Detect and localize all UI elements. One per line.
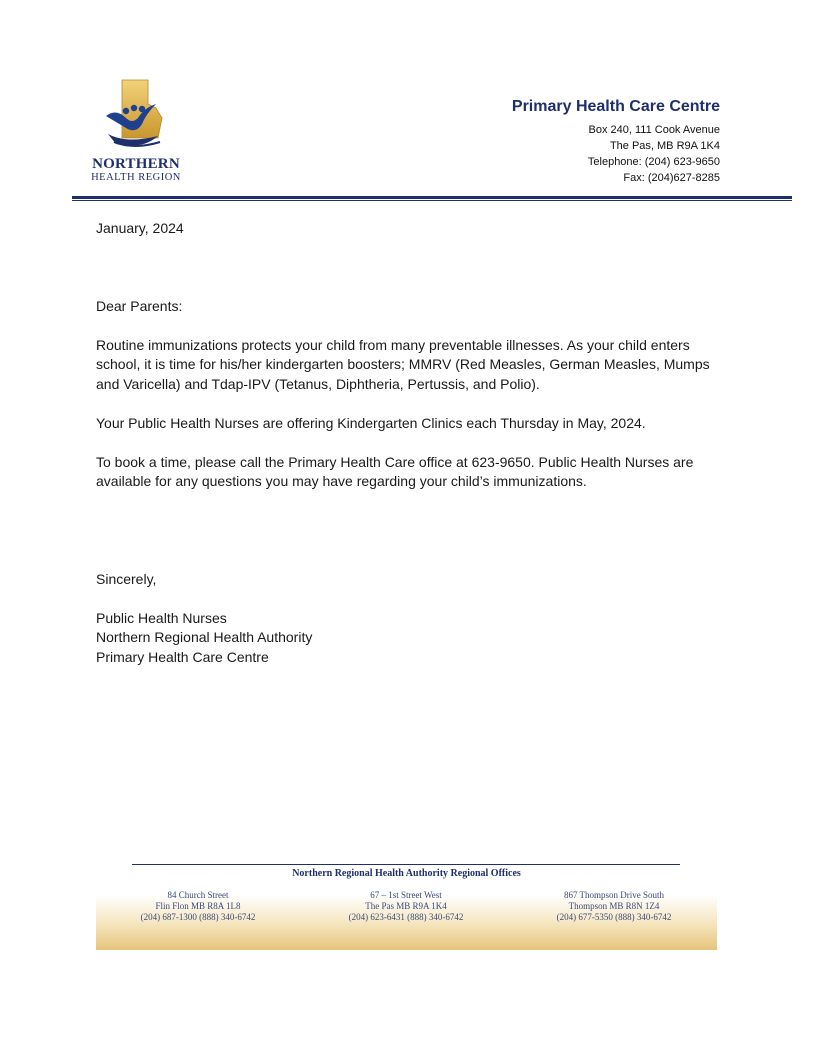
telephone-line: Telephone: (204) 623-9650	[587, 156, 720, 168]
address-line: Box 240, 111 Cook Avenue	[588, 124, 720, 136]
footer-regional-offices	[96, 858, 717, 950]
letter-date: January, 2024	[96, 220, 184, 236]
footer-title: Northern Regional Health Authority Regional Offices	[292, 868, 521, 879]
office-street: 67 – 1st Street West	[370, 890, 442, 900]
signature-line: Primary Health Care Centre	[96, 648, 269, 665]
org-name: Primary Health Care Centre	[511, 98, 720, 115]
office-the-pas	[306, 890, 506, 923]
paragraph-booking: To book a time, please call the Primary Health Care office at 623-9650. Public Health Nurses are available for any questions you may have regarding your child’s immunizations.	[96, 453, 694, 489]
paragraph-clinics: Your Public Health Nurses are offering Kindergarten Clinics each Thursday in May, 2024.	[96, 414, 646, 431]
office-flin-flon	[98, 890, 298, 923]
header-divider-thick	[72, 196, 792, 199]
address-line: The Pas, MB R9A 1K4	[609, 140, 720, 152]
closing: Sincerely,	[96, 570, 157, 587]
logo-line-2: HEALTH REGION	[91, 172, 181, 183]
office-city: The Pas MB R9A 1K4	[365, 901, 447, 911]
office-phone: (204) 623-6431 (888) 340-6742	[348, 912, 464, 922]
letterhead-address-block	[512, 98, 720, 186]
header-divider-thin	[72, 200, 792, 201]
office-street: 867 Thompson Drive South	[563, 890, 665, 900]
office-street: 84 Church Street	[167, 890, 229, 900]
paragraph-immunizations: Routine immunizations protects your child from many preventable illnesses. As your child enters school, it is time for his/her kindergarten boosters; MMRV (Red Measles, German Measles, Mumps and Varicella) and Tdap-IPV (Tetanus, Diphtheria, Pertussis, and Polio).	[96, 336, 710, 392]
office-city: Thompson MB R8N 1Z4	[568, 901, 660, 911]
salutation: Dear Parents:	[96, 297, 183, 314]
signature-line: Northern Regional Health Authority	[96, 629, 313, 645]
logo-line-1: NORTHERN	[92, 156, 180, 172]
manitoba-emblem-icon	[86, 78, 188, 158]
letter-body	[96, 219, 716, 667]
logo-wordmark	[86, 157, 186, 184]
office-phone: (204) 687-1300 (888) 340-6742	[140, 912, 256, 922]
fax-line: Fax: (204)627-8285	[623, 172, 720, 184]
signature-line: Public Health Nurses	[96, 609, 227, 626]
footer-divider	[132, 864, 680, 865]
office-phone: (204) 677-5350 (888) 340-6742	[556, 912, 672, 922]
office-city: Flin Flon MB R8A 1L8	[155, 901, 241, 911]
office-thompson	[514, 890, 714, 923]
